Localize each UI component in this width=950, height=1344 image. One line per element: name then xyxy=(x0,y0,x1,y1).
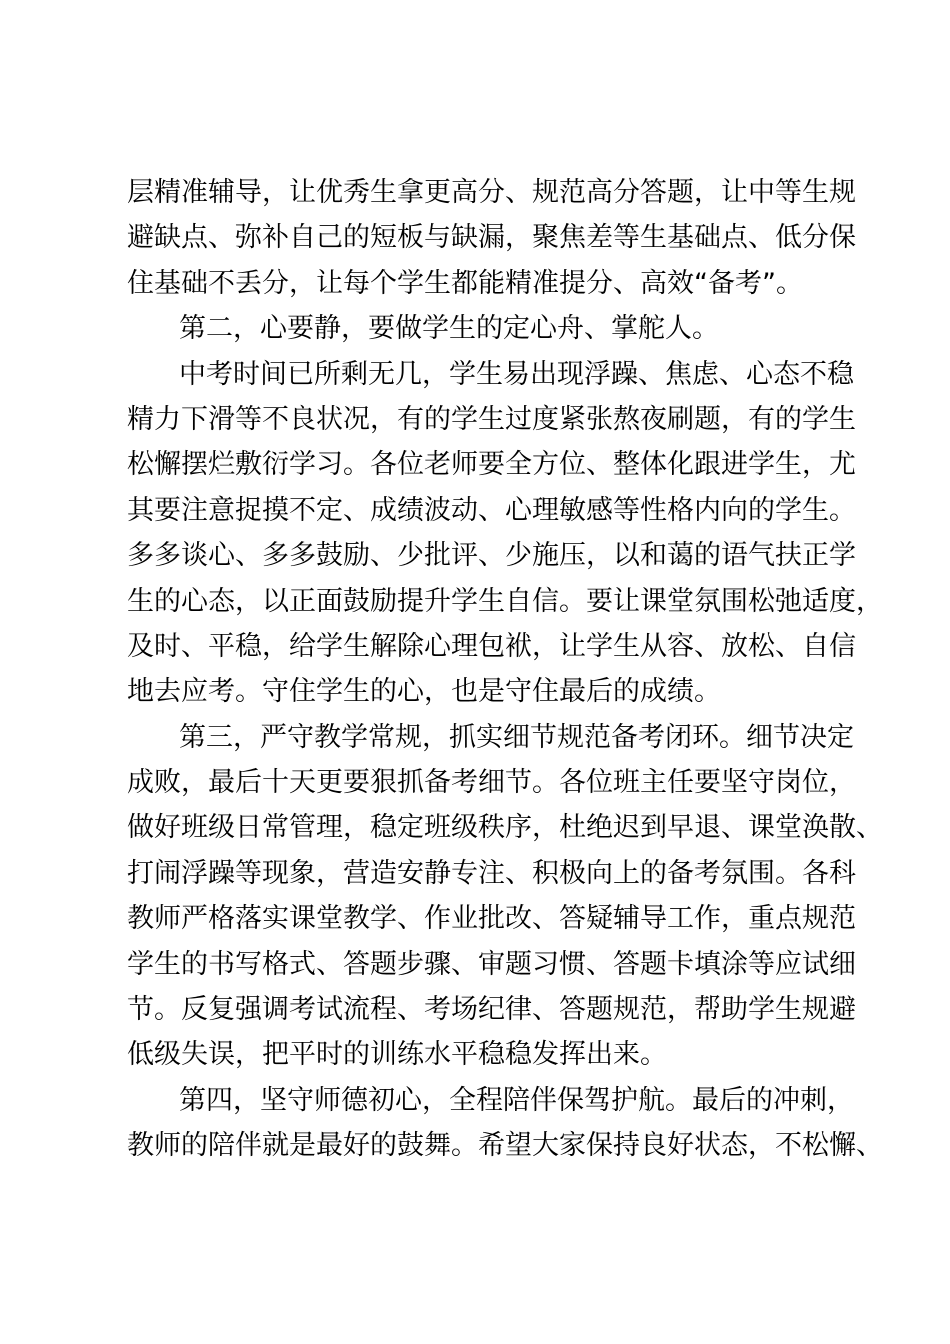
text-line: 打闹浮躁等现象，营造安静专注、积极向上的备考氛围。各科 xyxy=(127,857,856,889)
text-line: 中考时间已所剩无几，学生易出现浮躁、焦虑、心态不稳 xyxy=(179,358,854,390)
text-line: 生的心态，以正面鼓励提升学生自信。要让课堂氛围松弛适度， xyxy=(127,585,883,617)
text-line: 及时、平稳，给学生解除心理包袱，让学生从容、放松、自信 xyxy=(127,630,856,662)
text-line: 松懈摆烂敷衍学习。各位老师要全方位、整体化跟进学生，尤 xyxy=(127,449,856,481)
text-line: 层精准辅导，让优秀生拿更高分、规范高分答题，让中等生规 xyxy=(127,177,856,208)
text-line: 成败，最后十天更要狠抓备考细节。各位班主任要坚守岗位， xyxy=(127,767,856,799)
text-line: 精力下滑等不良状况，有的学生过度紧张熬夜刷题，有的学生 xyxy=(127,403,856,435)
text-line: 教师严格落实课堂教学、作业批改、答疑辅导工作，重点规范 xyxy=(127,903,856,935)
text-line: 住基础不丢分，让每个学生都能精准提分、高效“备考”。 xyxy=(127,267,803,299)
text-line: 其要注意捉摸不定、成绩波动、心理敏感等性格内向的学生。 xyxy=(127,494,856,526)
text-line: 低级失误，把平时的训练水平稳稳发挥出来。 xyxy=(127,1039,667,1071)
text-line: 避缺点、弥补自己的短板与缺漏，聚焦差等生基础点、低分保 xyxy=(127,222,856,254)
text-line: 做好班级日常管理，稳定班级秩序，杜绝迟到早退、课堂涣散、 xyxy=(127,812,883,844)
body-text xyxy=(127,170,883,1169)
text-line: 多多谈心、多多鼓励、少批评、少施压，以和蔼的语气扶正学 xyxy=(127,540,856,572)
section-heading-3: 第三，严守教学常规，抓实细节规范备考闭环。细节决定 xyxy=(179,721,854,753)
text-line: 地去应考。守住学生的心，也是守住最后的成绩。 xyxy=(127,676,721,708)
text-line: 节。反复强调考试流程、考场纪律、答题规范，帮助学生规避 xyxy=(127,994,856,1026)
section-heading-2: 第二，心要静，要做学生的定心舟、掌舵人。 xyxy=(179,313,719,345)
text-line: 学生的书写格式、答题步骤、审题习惯、答题卡填涂等应试细 xyxy=(127,948,856,980)
text-line: 教师的陪伴就是最好的鼓舞。希望大家保持良好状态，不松懈、 xyxy=(127,1130,883,1162)
section-heading-4: 第四，坚守师德初心，全程陪伴保驾护航。最后的冲刺， xyxy=(179,1084,854,1116)
